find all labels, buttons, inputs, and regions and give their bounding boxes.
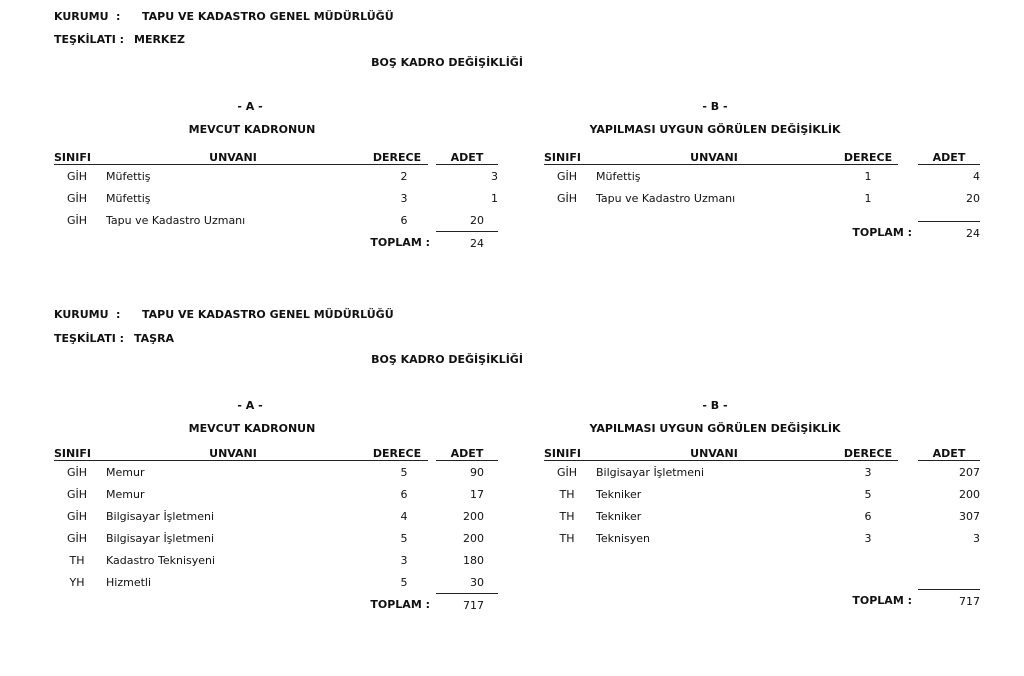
total-row — [544, 590, 980, 613]
cell-derece: 5 — [400, 575, 408, 589]
col-adet: ADET — [436, 146, 498, 165]
toplam-label: TOPLAM : — [370, 598, 430, 612]
col-derece: DERECE — [366, 442, 428, 461]
table-row — [54, 571, 498, 594]
table-b-merkez — [544, 146, 980, 244]
cell-derece: 6 — [400, 213, 408, 227]
table-a-merkez — [54, 146, 498, 254]
kurumu-line-1 — [54, 10, 394, 23]
b-mark-2: - B - — [702, 399, 728, 412]
table-row — [54, 461, 498, 484]
cell-derece: 5 — [400, 465, 408, 479]
doc-title-1: BOŞ KADRO DEĞİŞİKLİĞİ — [371, 56, 523, 69]
teskilati-line-2 — [54, 332, 174, 345]
colon: : — [116, 10, 121, 23]
cell-unvani: Müfettiş — [596, 169, 641, 183]
col-sinifi: SINIFI — [544, 442, 590, 461]
teskilati-value: MERKEZ — [134, 33, 185, 46]
cell-sinifi: TH — [559, 487, 575, 501]
kurumu-line-2 — [54, 308, 394, 321]
col-derece: DERECE — [366, 146, 428, 165]
cell-adet: 200 — [463, 531, 484, 545]
cell-adet: 90 — [470, 465, 484, 479]
kurumu-value: TAPU VE KADASTRO GENEL MÜDÜRLÜĞÜ — [142, 308, 394, 321]
col-unvani: UNVANI — [100, 146, 366, 165]
cell-sinifi: TH — [69, 553, 85, 567]
table-row — [544, 483, 980, 505]
kurumu-label: KURUMU — [54, 10, 109, 23]
toplam-label: TOPLAM : — [370, 236, 430, 250]
cell-adet: 200 — [463, 509, 484, 523]
table-a-tasra — [54, 442, 498, 616]
doc-title-2: BOŞ KADRO DEĞİŞİKLİĞİ — [371, 353, 523, 366]
cell-unvani: Kadastro Teknisyeni — [106, 553, 216, 567]
cell-adet: 20 — [966, 191, 980, 205]
cell-adet: 180 — [463, 553, 484, 567]
table-row — [544, 187, 980, 209]
cell-adet: 207 — [959, 465, 980, 479]
cell-unvani: Müfettiş — [106, 191, 151, 205]
cell-derece: 5 — [864, 487, 872, 501]
cell-adet: 20 — [470, 213, 484, 227]
cell-derece: 2 — [400, 169, 408, 183]
cell-adet: 3 — [973, 531, 980, 545]
col-derece: DERECE — [838, 442, 898, 461]
cell-derece: 4 — [400, 509, 408, 523]
total-row — [54, 594, 498, 617]
toplam-value: 717 — [436, 594, 498, 617]
cell-derece: 3 — [400, 191, 408, 205]
cell-derece: 6 — [864, 509, 872, 523]
total-row — [54, 232, 498, 255]
cell-unvani: Tekniker — [596, 509, 642, 523]
col-adet: ADET — [918, 442, 980, 461]
a-title-2: MEVCUT KADRONUN — [188, 422, 316, 435]
cell-unvani: Bilgisayar İşletmeni — [106, 531, 215, 545]
cell-adet: 30 — [470, 575, 484, 589]
cell-sinifi: GİH — [66, 531, 88, 545]
toplam-label: TOPLAM : — [852, 594, 912, 608]
cell-derece: 1 — [864, 169, 872, 183]
table-row — [54, 165, 498, 188]
table-row — [54, 483, 498, 505]
cell-sinifi: TH — [559, 531, 575, 545]
table-b-tasra — [544, 442, 980, 612]
cell-unvani: Tapu ve Kadastro Uzmanı — [106, 213, 246, 227]
cell-derece: 3 — [864, 531, 872, 545]
table-row — [544, 165, 980, 188]
table-row — [54, 209, 498, 232]
teskilati-line-1 — [54, 33, 185, 46]
cell-unvani: Memur — [106, 465, 145, 479]
cell-sinifi: GİH — [66, 191, 88, 205]
cell-sinifi: GİH — [66, 169, 88, 183]
colon: : — [116, 308, 121, 321]
kurumu-value: TAPU VE KADASTRO GENEL MÜDÜRLÜĞÜ — [142, 10, 394, 23]
cell-adet: 1 — [491, 191, 498, 205]
teskilati-label: TEŞKİLATI : — [54, 332, 125, 345]
table-row — [54, 187, 498, 209]
cell-adet: 200 — [959, 487, 980, 501]
col-sinifi: SINIFI — [54, 146, 100, 165]
cell-sinifi: GİH — [66, 465, 88, 479]
table-row — [544, 461, 980, 484]
col-sinifi: SINIFI — [54, 442, 100, 461]
col-unvani: UNVANI — [590, 146, 838, 165]
teskilati-value: TAŞRA — [134, 332, 175, 345]
cell-sinifi: GİH — [66, 487, 88, 501]
cell-adet: 17 — [470, 487, 484, 501]
cell-unvani: Tekniker — [596, 487, 642, 501]
cell-unvani: Bilgisayar İşletmeni — [106, 509, 215, 523]
toplam-value: 24 — [918, 222, 980, 245]
b-title-1: YAPILMASI UYGUN GÖRÜLEN DEĞİŞİKLİK — [589, 123, 841, 136]
cell-sinifi: GİH — [556, 465, 578, 479]
col-sinifi: SINIFI — [544, 146, 590, 165]
cell-adet: 4 — [973, 169, 980, 183]
toplam-value: 717 — [918, 590, 980, 613]
toplam-value: 24 — [436, 232, 498, 255]
kurumu-label: KURUMU — [54, 308, 109, 321]
cell-derece: 5 — [400, 531, 408, 545]
cell-unvani: Tapu ve Kadastro Uzmanı — [596, 191, 736, 205]
col-adet: ADET — [918, 146, 980, 165]
cell-sinifi: GİH — [66, 509, 88, 523]
cell-derece: 6 — [400, 487, 408, 501]
cell-derece: 1 — [864, 191, 872, 205]
cell-derece: 3 — [400, 553, 408, 567]
a-mark-2: - A - — [237, 399, 263, 412]
table-row — [54, 505, 498, 527]
table-row — [54, 527, 498, 549]
a-mark-1: - A - — [237, 100, 263, 113]
col-unvani: UNVANI — [100, 442, 366, 461]
cell-adet: 307 — [959, 509, 980, 523]
cell-sinifi: GİH — [66, 213, 88, 227]
b-title-2: YAPILMASI UYGUN GÖRÜLEN DEĞİŞİKLİK — [589, 422, 841, 435]
b-mark-1: - B - — [702, 100, 728, 113]
cell-sinifi: YH — [69, 575, 85, 589]
col-unvani: UNVANI — [590, 442, 838, 461]
total-row — [544, 222, 980, 245]
col-adet: ADET — [436, 442, 498, 461]
toplam-label: TOPLAM : — [852, 226, 912, 240]
cell-adet: 3 — [491, 169, 498, 183]
table-row — [544, 527, 980, 549]
table-row — [544, 505, 980, 527]
cell-unvani: Hizmetli — [106, 575, 152, 589]
cell-derece: 3 — [864, 465, 872, 479]
cell-sinifi: TH — [559, 509, 575, 523]
cell-unvani: Memur — [106, 487, 145, 501]
cell-sinifi: GİH — [556, 169, 578, 183]
cell-sinifi: GİH — [556, 191, 578, 205]
col-derece: DERECE — [838, 146, 898, 165]
teskilati-label: TEŞKİLATI : — [54, 33, 125, 46]
table-row — [54, 549, 498, 571]
cell-unvani: Müfettiş — [106, 169, 151, 183]
a-title-1: MEVCUT KADRONUN — [188, 123, 316, 136]
cell-unvani: Teknisyen — [596, 531, 650, 545]
cell-unvani: Bilgisayar İşletmeni — [596, 465, 705, 479]
